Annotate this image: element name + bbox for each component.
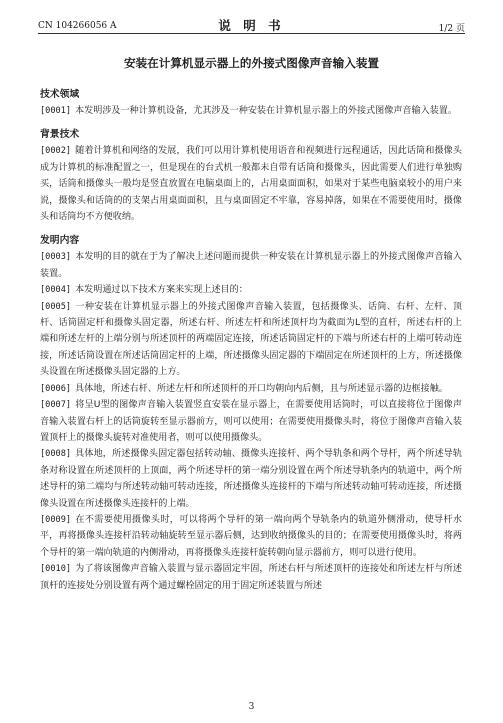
paragraph-number: [0008] [40, 449, 72, 460]
paragraph [40, 446, 462, 512]
paragraph-text: 为了将该图像声音输入装置与显示器固定牢固，所述右杆与所述顶杆的连接处和所述左杆与所述顶杆的连接处分别设置有两个通过螺栓固定的用于固定所述装置与所述 [40, 564, 462, 591]
page-header [38, 14, 465, 34]
paragraph [40, 561, 462, 594]
paragraph [40, 381, 462, 397]
heading-technical-field: 技术领域 [40, 89, 80, 100]
paragraph-text: 将呈U型的图像声音输入装置竖直安装在显示器上，在需要使用话筒时，可以直接将位于图像声音输入装置右杆上的话筒旋转至显示器前方，则可以使用；在需要使用摄像头时，将位于图像声音输入装置顶杆上的摄像头旋转对准使用者，则可以使用摄像头。 [40, 400, 462, 443]
paragraph-number: [0001] [40, 106, 72, 116]
paragraph-number: [0010] [40, 564, 72, 575]
header-divider [38, 33, 465, 34]
paragraph-text: 具体地，所述右杆、所述左杆和所述顶杆的开口均朝向内后侧，且与所述显示器的边框接触。 [75, 383, 448, 394]
paragraph-number: [0006] [40, 383, 72, 394]
paragraph-number: [0007] [40, 400, 72, 411]
heading-background: 背景技术 [40, 129, 80, 141]
paragraph-text: 一种安装在计算机显示器上的外接式图像声音输入装置，包括摄像头、话筒、右杆、左杆、顶杆、话筒固定杆和摄像头固定器，所述右杆、所述左杆和所述顶杆均为截面为L型的直杆，所述右杆的上端和所述左杆的上端分别与所述顶杆的两端固定连接，所述话筒固定杆的下端与所述右杆的上端可转动连接，所述话筒设置在所述话筒固定杆的上端，所述摄像头固定器的下端固定在所述顶杆的上方，所述摄像头设置在所述摄像头固定器的上方。 [40, 301, 462, 378]
paragraph-text: 在不需要使用摄像头时，可以将两个导杆的第一端向两个导轨条内的轨道外侧滑动，使导杆水平，再将摄像头连接杆沿转动轴旋转至显示器后侧，达到收纳摄像头的目的；在需要使用摄像头时，将两个导杆的第一端向轨道的内侧滑动，再将摄像头连接杆旋转朝向显示器前方，则可以进行使用。 [40, 514, 462, 558]
paragraph-text: 随着计算机和网络的发展，我们可以用计算机使用语音和视频进行远程通话，因此话筒和摄像头成为计算机的标准配置之一，但是现在的台式机一般都未自带有话筒和摄像头，因此需要人们进行单独购买，话筒和摄像头一般均是竖直放置在电脑桌面上的，占用桌面面积，如果对于某些电脑桌较小的用户来说，摄像头和话筒的的支架占用桌面面积，且与桌面固定不牢靠，容易掉落，如果在不需要使用时，摄像头和话筒均不方便收纳。 [40, 146, 462, 223]
section-label: 说 明 书 [218, 18, 285, 33]
paragraph-number: [0003] [40, 252, 72, 263]
paragraph-number: [0009] [40, 514, 72, 525]
paragraph-number: [0005] [40, 301, 72, 312]
paragraph [40, 103, 462, 119]
page-number: 3 [248, 702, 255, 712]
section-spacer [40, 225, 462, 233]
document-title: 安装在计算机显示器上的外接式图像声音输入装置 [123, 56, 380, 70]
paragraph [40, 512, 462, 561]
paragraph-text: 本发明涉及一种计算机设备，尤其涉及一种安装在计算机显示器上的外接式图像声音输入装置。 [75, 106, 457, 116]
document-body [40, 87, 462, 594]
paragraph [40, 282, 462, 298]
paragraph-text: 本发明通过以下技术方案来实现上述目的： [75, 285, 248, 296]
paragraph [40, 397, 462, 446]
paragraph-text: 本发明的目的就在于为了解决上述问题而提供一种安装在计算机显示器上的外接式图像声音输入装置。 [40, 252, 462, 279]
page-indicator: 1/2 页 [438, 24, 465, 34]
paragraph [40, 249, 462, 282]
paragraph [40, 143, 462, 225]
paragraph-number: [0002] [40, 146, 72, 157]
document-number: CN 104266056 A [38, 21, 117, 31]
paragraph-number: [0004] [40, 285, 72, 296]
heading-summary: 发明内容 [40, 235, 80, 247]
paragraph [40, 299, 462, 381]
paragraph-text: 具体地，所述摄像头固定器包括转动轴、摄像头连接杆、两个导轨条和两个导杆，两个所述导轨条对称设置在所述顶杆的上顶面，两个所述导杆的第一端分别设置在两个所述导轨条内的轨道中，两个所述导杆的第二端均与所述转动轴可转动连接，所述摄像头连接杆的下端与所述转动轴可转动连接，所述摄像头设置在所述摄像头连接杆的上端。 [40, 449, 462, 509]
section-spacer [40, 119, 462, 127]
